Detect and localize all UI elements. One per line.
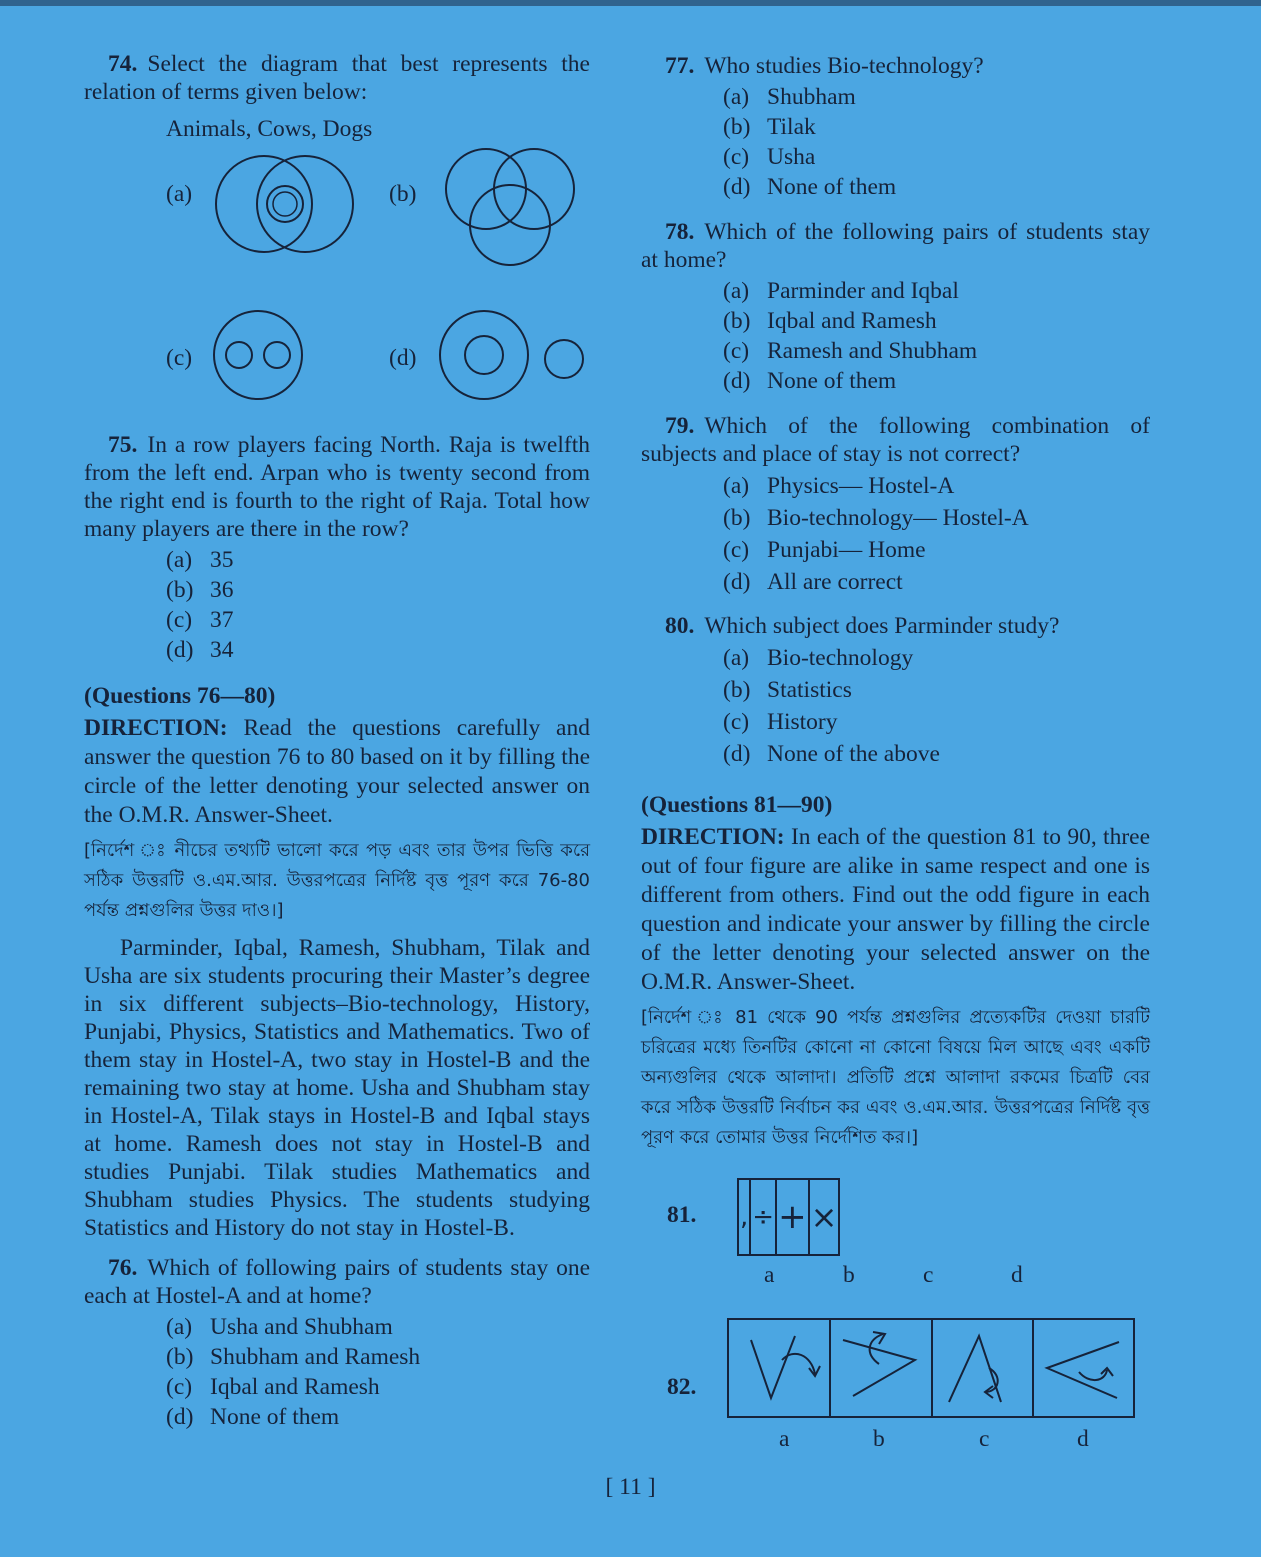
option-text: Physics— Hostel-A [767, 473, 955, 499]
option-77-a [723, 82, 1150, 112]
question-80-text: Which subject does Parminder study? [704, 613, 1060, 639]
section-76-80-bengali-direction: [নির্দেশ ঃ নীচের তথ্যটি ভালো করে পড় এবং তার উপর ভিত্তি করে সঠিক উত্তরটি ও.এম.আর. উত্তরপত্রের নির্দিষ্ট বৃত্ত পূরণ করে 76-80 পর্যন্ত প্রশ্নগুলির উত্তর দাও।] [84, 840, 590, 921]
option-80-c [723, 706, 1150, 738]
direction-text: Read the questions carefully and answer the question 76 to 80 based on it by filling the circle of the letter denoting your selected answer on the O.M.R. Answer-Sheet. [84, 715, 590, 828]
question-75-text: In a row players facing North. Raja is twelfth from the left end. Arpan who is twenty second from the right end is fourth to the right of Raja. Total how many players are there in the row? [84, 432, 590, 542]
venn-label-c: (c) [166, 345, 193, 371]
option-label: (d) [723, 174, 751, 200]
question-78 [641, 218, 1150, 274]
option-75-c [166, 605, 590, 635]
option-text: Iqbal and Ramesh [767, 308, 937, 334]
option-label: (c) [723, 537, 750, 563]
option-text: All are correct [767, 569, 903, 595]
direction-label: DIRECTION: [84, 715, 228, 741]
option-text: None of the above [767, 741, 940, 767]
option-76-c [166, 1372, 590, 1402]
option-label: (b) [723, 505, 751, 531]
option-75-d [166, 635, 590, 665]
option-76-a [166, 1312, 590, 1342]
option-label: (a) [166, 547, 193, 573]
figure-81-d: × [809, 1179, 840, 1255]
question-80 [641, 612, 1150, 640]
question-74 [84, 50, 590, 106]
question-79-text: Which of the following combination of subjects and place of stay is not correct? [641, 413, 1150, 467]
option-text: 37 [210, 607, 234, 633]
option-label: (d) [166, 1404, 194, 1430]
option-text: Statistics [767, 677, 852, 703]
question-77-number: 77. [665, 53, 695, 79]
option-label: (a) [723, 278, 750, 304]
option-text: Usha and Shubham [210, 1314, 393, 1340]
question-77-text: Who studies Bio-technology? [704, 53, 984, 79]
section-76-80-header: (Questions 76—80) [84, 683, 276, 709]
option-label: (d) [723, 569, 751, 595]
figure-81-letter-d: d [1011, 1262, 1023, 1288]
question-75 [84, 431, 590, 543]
question-76-number: 76. [108, 1255, 138, 1281]
question-74-terms: Animals, Cows, Dogs [166, 116, 373, 142]
option-label: (a) [723, 84, 750, 110]
option-label: (c) [723, 144, 750, 170]
option-label: (c) [723, 338, 750, 364]
section-76-80-passage: Parminder, Iqbal, Ramesh, Shubham, Tilak and Usha are six students procuring their Master’s degree in six different subjects–Bio-technology, History, Punjabi, Physics, Statistics and Mathematics. Two of them stay in Hostel-A, two stay in Hostel-B and the remaining two stay at home. Usha and Shubham stay in Hostel-A, Tilak stays in Hostel-B and Iqbal stays at home. Ramesh does not stay in Hostel-B and studies Punjabi. Tilak studies Mathematics and Shubham studies Physics. The students studying Statistics and History do not stay in Hostel-B. [84, 935, 590, 1241]
option-80-d [723, 738, 1150, 770]
question-78-options [723, 276, 1150, 396]
option-label: (a) [166, 1314, 193, 1340]
option-label: (d) [166, 637, 194, 663]
figure-82-letter-b: b [873, 1426, 885, 1452]
option-label: (c) [723, 709, 750, 735]
question-79 [641, 412, 1150, 468]
direction-text: In each of the question 81 to 90, three out of four figure are alike in same respect and one is different from others. Find out the odd figure in each question and indicate your answer by filling the circle of the letter denoting your selected answer on the O.M.R. Answer-Sheet. [641, 824, 1150, 995]
option-text: 36 [210, 577, 234, 603]
option-80-a [723, 642, 1150, 674]
figure-82-letter-c: c [979, 1426, 990, 1452]
figure-81-letter-b: b [843, 1262, 855, 1288]
option-75-b [166, 575, 590, 605]
option-label: (b) [723, 114, 751, 140]
venn-label-d: (d) [389, 345, 417, 371]
option-label: (c) [166, 1374, 193, 1400]
venn-diagram-c [212, 307, 308, 403]
figure-82-letter-a: a [779, 1426, 790, 1452]
question-82-figure-boxes [727, 1318, 1137, 1420]
question-75-options [166, 545, 590, 665]
option-78-a [723, 276, 1150, 306]
question-75-number: 75. [108, 432, 138, 458]
option-76-b [166, 1342, 590, 1372]
question-77 [641, 52, 1150, 80]
question-79-options [723, 470, 1150, 598]
section-81-90-bengali-direction: [নির্দেশ ঃ 81 থেকে 90 পর্যন্ত প্রশ্নগুলির প্রত্যেকটির দেওয়া চারটি চরিত্রের মধ্যে তিনটির কোনো না কোনো বিষয়ে মিল আছে এবং একটি অন্যগুলির থেকে আলাদা। প্রতিটি প্রশ্নে আলাদা রকমের চিত্রটি বের করে সঠিক উত্তরটি নির্বাচন কর এবং ও.এম.আর. উত্তরপত্রের নির্দিষ্ট বৃত্ত পূরণ করে তোমার উত্তর নির্দেশিত কর।] [641, 1007, 1150, 1148]
question-79-number: 79. [665, 413, 695, 439]
question-81-figure-boxes [737, 1178, 840, 1256]
top-edge-line [0, 0, 1261, 6]
venn-diagram-d [436, 307, 586, 403]
option-text: Parminder and Iqbal [767, 278, 959, 304]
question-82-number: 82. [667, 1374, 697, 1400]
question-78-text: Which of the following pairs of students stay at home? [641, 219, 1150, 273]
option-label: (b) [166, 577, 194, 603]
figure-81-letter-c: c [923, 1262, 934, 1288]
figure-82-letter-d: d [1077, 1426, 1089, 1452]
option-77-b [723, 112, 1150, 142]
question-76 [84, 1254, 590, 1310]
venn-diagram-b [436, 145, 581, 269]
option-77-d [723, 172, 1150, 202]
option-label: (d) [723, 741, 751, 767]
venn-diagram-a [212, 149, 357, 259]
question-80-options [723, 642, 1150, 770]
option-79-b [723, 502, 1150, 534]
option-label: (a) [723, 473, 750, 499]
option-label: (b) [166, 1344, 194, 1370]
option-79-d [723, 566, 1150, 598]
right-column [641, 52, 1150, 1153]
option-label: (d) [723, 368, 751, 394]
option-text: None of them [767, 174, 897, 200]
option-text: Usha [767, 144, 816, 170]
option-text: Punjabi— Home [767, 537, 926, 563]
figure-82-a [751, 1336, 820, 1398]
option-text: 34 [210, 637, 234, 663]
question-77-options [723, 82, 1150, 202]
option-text: Shubham [767, 84, 856, 110]
figure-82-b [843, 1332, 915, 1396]
figure-81-b: ÷ [750, 1179, 776, 1255]
option-75-a [166, 545, 590, 575]
option-text: Ramesh and Shubham [767, 338, 978, 364]
left-column [84, 50, 590, 1432]
option-76-d [166, 1402, 590, 1432]
option-78-d [723, 366, 1150, 396]
figure-82-c [949, 1336, 1001, 1402]
question-80-number: 80. [665, 613, 695, 639]
figure-81-letter-a: a [764, 1262, 775, 1288]
figure-82-d [1047, 1342, 1119, 1398]
venn-label-a: (a) [166, 181, 193, 207]
question-76-text: Which of following pairs of students stay one each at Hostel-A and at home? [84, 1255, 590, 1309]
venn-label-b: (b) [389, 181, 417, 207]
option-text: None of them [210, 1404, 340, 1430]
option-78-c [723, 336, 1150, 366]
section-81-90-direction [641, 823, 1150, 997]
section-81-90-header: (Questions 81—90) [641, 792, 833, 818]
option-79-a [723, 470, 1150, 502]
option-text: Iqbal and Ramesh [210, 1374, 380, 1400]
option-78-b [723, 306, 1150, 336]
question-74-number: 74. [108, 51, 138, 77]
venn-diagram-options [84, 149, 590, 417]
option-text: Tilak [767, 114, 816, 140]
option-79-c [723, 534, 1150, 566]
direction-label: DIRECTION: [641, 824, 785, 850]
question-76-options [166, 1312, 590, 1432]
page-number: [ 11 ] [605, 1474, 656, 1500]
figure-81-c: + [776, 1179, 809, 1255]
option-label: (a) [723, 645, 750, 671]
option-text: Shubham and Ramesh [210, 1344, 421, 1370]
question-74-text: Select the diagram that best represents the relation of terms given below: [84, 51, 590, 105]
figure-81-a: , [738, 1179, 750, 1255]
option-label: (c) [166, 607, 193, 633]
option-label: (b) [723, 677, 751, 703]
option-text: History [767, 709, 838, 735]
section-76-80-direction [84, 714, 590, 830]
option-text: Bio-technology— Hostel-A [767, 505, 1029, 531]
option-80-b [723, 674, 1150, 706]
question-78-number: 78. [665, 219, 695, 245]
option-text: 35 [210, 547, 234, 573]
option-77-c [723, 142, 1150, 172]
option-text: None of them [767, 368, 897, 394]
option-label: (b) [723, 308, 751, 334]
option-text: Bio-technology [767, 645, 914, 671]
question-81-number: 81. [667, 1202, 697, 1228]
